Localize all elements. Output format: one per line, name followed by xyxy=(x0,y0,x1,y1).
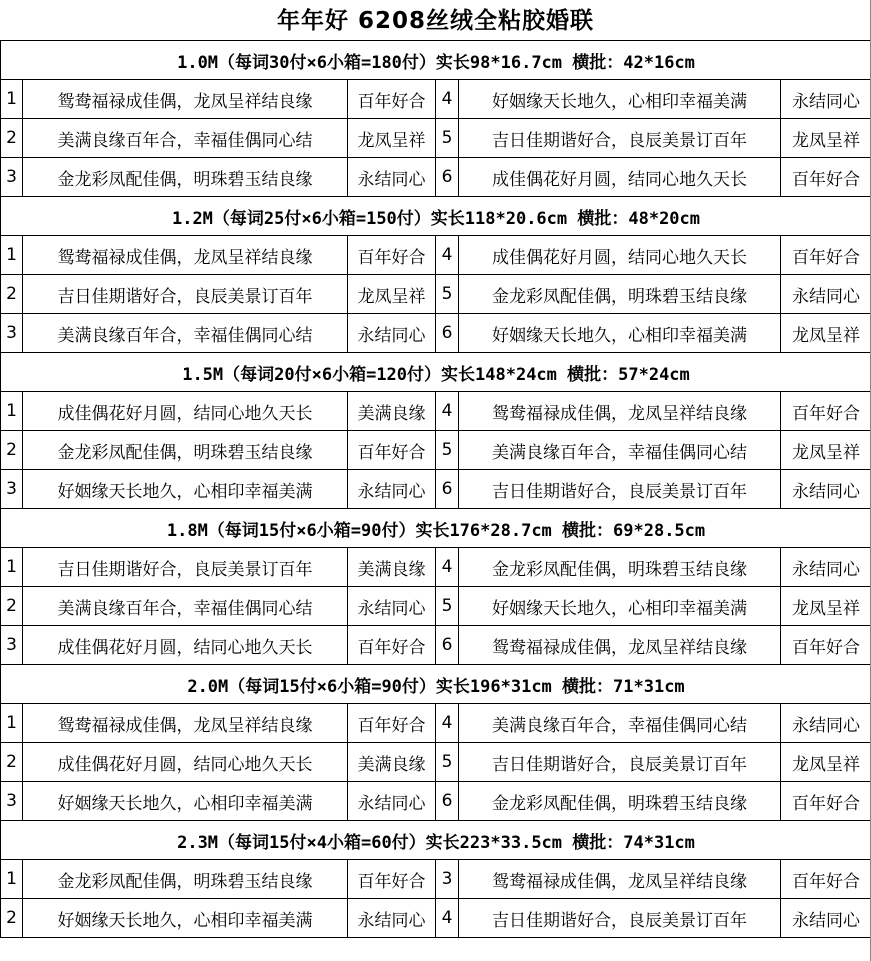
couplet-right: 成佳偶花好月圆，结同心地久天长 xyxy=(459,236,781,275)
table-row xyxy=(1,236,871,275)
section-header-row xyxy=(1,41,871,80)
section-header-row xyxy=(1,509,871,548)
table-row xyxy=(1,158,871,197)
couplet-left: 好姻缘天长地久，心相印幸福美满 xyxy=(23,899,348,938)
couplet-left: 成佳偶花好月圆，结同心地久天长 xyxy=(23,392,348,431)
couplet-left: 吉日佳期谐好合，良辰美景订百年 xyxy=(23,548,348,587)
row-number-right: 5 xyxy=(436,431,459,470)
row-number-left: 2 xyxy=(1,899,23,938)
horizontal-scroll-right: 百年好合 xyxy=(781,158,871,197)
horizontal-scroll-right: 龙凤呈祥 xyxy=(781,743,871,782)
row-number-left: 2 xyxy=(1,587,23,626)
row-number-right: 3 xyxy=(436,860,459,899)
table-row xyxy=(1,587,871,626)
couplet-left: 成佳偶花好月圆，结同心地久天长 xyxy=(23,743,348,782)
couplet-right: 鸳鸯福禄成佳偶，龙凤呈祥结良缘 xyxy=(459,860,781,899)
couplet-right: 金龙彩凤配佳偶，明珠碧玉结良缘 xyxy=(459,782,781,821)
couplet-table-body xyxy=(1,41,871,938)
row-number-right: 4 xyxy=(436,80,459,119)
couplet-right: 美满良缘百年合，幸福佳偶同心结 xyxy=(459,704,781,743)
horizontal-scroll-left: 永结同心 xyxy=(348,587,436,626)
couplet-right: 吉日佳期谐好合，良辰美景订百年 xyxy=(459,119,781,158)
horizontal-scroll-right: 永结同心 xyxy=(781,548,871,587)
couplet-table xyxy=(0,40,871,938)
row-number-right: 6 xyxy=(436,782,459,821)
row-number-left: 3 xyxy=(1,314,23,353)
table-row xyxy=(1,782,871,821)
horizontal-scroll-right: 百年好合 xyxy=(781,860,871,899)
row-number-left: 3 xyxy=(1,782,23,821)
couplet-right: 金龙彩凤配佳偶，明珠碧玉结良缘 xyxy=(459,548,781,587)
horizontal-scroll-left: 百年好合 xyxy=(348,626,436,665)
table-row xyxy=(1,704,871,743)
couplet-left: 好姻缘天长地久，心相印幸福美满 xyxy=(23,470,348,509)
horizontal-scroll-left: 龙凤呈祥 xyxy=(348,275,436,314)
table-row xyxy=(1,314,871,353)
horizontal-scroll-left: 百年好合 xyxy=(348,860,436,899)
row-number-left: 1 xyxy=(1,236,23,275)
horizontal-scroll-right: 百年好合 xyxy=(781,782,871,821)
couplet-left: 鸳鸯福禄成佳偶，龙凤呈祥结良缘 xyxy=(23,704,348,743)
horizontal-scroll-right: 百年好合 xyxy=(781,626,871,665)
row-number-left: 3 xyxy=(1,158,23,197)
horizontal-scroll-left: 永结同心 xyxy=(348,158,436,197)
couplet-left: 鸳鸯福禄成佳偶，龙凤呈祥结良缘 xyxy=(23,80,348,119)
horizontal-scroll-right: 永结同心 xyxy=(781,704,871,743)
horizontal-scroll-left: 美满良缘 xyxy=(348,392,436,431)
couplet-right: 成佳偶花好月圆，结同心地久天长 xyxy=(459,158,781,197)
horizontal-scroll-right: 龙凤呈祥 xyxy=(781,431,871,470)
row-number-right: 6 xyxy=(436,470,459,509)
couplet-right: 金龙彩凤配佳偶，明珠碧玉结良缘 xyxy=(459,275,781,314)
couplet-left: 鸳鸯福禄成佳偶，龙凤呈祥结良缘 xyxy=(23,236,348,275)
horizontal-scroll-left: 永结同心 xyxy=(348,470,436,509)
couplet-left: 金龙彩凤配佳偶，明珠碧玉结良缘 xyxy=(23,431,348,470)
section-header-row xyxy=(1,821,871,860)
row-number-left: 1 xyxy=(1,80,23,119)
couplet-right: 美满良缘百年合，幸福佳偶同心结 xyxy=(459,431,781,470)
row-number-right: 4 xyxy=(436,704,459,743)
horizontal-scroll-right: 龙凤呈祥 xyxy=(781,587,871,626)
table-row xyxy=(1,80,871,119)
row-number-left: 1 xyxy=(1,860,23,899)
section-header: 2.0M（每词15付×6小箱=90付）实长196*31cm 横批：71*31cm xyxy=(1,665,871,704)
couplet-right: 吉日佳期谐好合，良辰美景订百年 xyxy=(459,743,781,782)
couplet-left: 金龙彩凤配佳偶，明珠碧玉结良缘 xyxy=(23,860,348,899)
row-number-left: 2 xyxy=(1,275,23,314)
table-row xyxy=(1,392,871,431)
row-number-right: 6 xyxy=(436,314,459,353)
horizontal-scroll-right: 龙凤呈祥 xyxy=(781,314,871,353)
horizontal-scroll-left: 百年好合 xyxy=(348,80,436,119)
table-row xyxy=(1,860,871,899)
table-row xyxy=(1,119,871,158)
row-number-right: 4 xyxy=(436,548,459,587)
horizontal-scroll-right: 永结同心 xyxy=(781,470,871,509)
couplet-right: 好姻缘天长地久，心相印幸福美满 xyxy=(459,314,781,353)
couplet-left: 成佳偶花好月圆，结同心地久天长 xyxy=(23,626,348,665)
row-number-right: 5 xyxy=(436,275,459,314)
horizontal-scroll-left: 龙凤呈祥 xyxy=(348,119,436,158)
row-number-left: 3 xyxy=(1,470,23,509)
horizontal-scroll-left: 百年好合 xyxy=(348,236,436,275)
row-number-right: 4 xyxy=(436,899,459,938)
horizontal-scroll-left: 永结同心 xyxy=(348,899,436,938)
section-header: 1.2M（每词25付×6小箱=150付）实长118*20.6cm 横批：48*20cm xyxy=(1,197,871,236)
horizontal-scroll-right: 永结同心 xyxy=(781,899,871,938)
row-number-left: 3 xyxy=(1,626,23,665)
section-header: 1.0M（每词30付×6小箱=180付）实长98*16.7cm 横批：42*16cm xyxy=(1,41,871,80)
table-row xyxy=(1,899,871,938)
couplet-left: 吉日佳期谐好合，良辰美景订百年 xyxy=(23,275,348,314)
couplet-right: 鸳鸯福禄成佳偶，龙凤呈祥结良缘 xyxy=(459,626,781,665)
horizontal-scroll-right: 龙凤呈祥 xyxy=(781,119,871,158)
row-number-right: 4 xyxy=(436,392,459,431)
couplet-left: 美满良缘百年合，幸福佳偶同心结 xyxy=(23,314,348,353)
row-number-left: 1 xyxy=(1,392,23,431)
row-number-right: 4 xyxy=(436,236,459,275)
couplet-right: 好姻缘天长地久，心相印幸福美满 xyxy=(459,80,781,119)
row-number-right: 5 xyxy=(436,587,459,626)
horizontal-scroll-right: 百年好合 xyxy=(781,392,871,431)
row-number-left: 2 xyxy=(1,431,23,470)
section-header-row xyxy=(1,197,871,236)
table-row xyxy=(1,431,871,470)
row-number-right: 5 xyxy=(436,119,459,158)
page-title: 年年好 6208丝绒全粘胶婚联 xyxy=(276,8,595,34)
table-row xyxy=(1,470,871,509)
section-header: 2.3M（每词15付×4小箱=60付）实长223*33.5cm 横批：74*31cm xyxy=(1,821,871,860)
horizontal-scroll-left: 永结同心 xyxy=(348,314,436,353)
couplet-left: 好姻缘天长地久，心相印幸福美满 xyxy=(23,782,348,821)
row-number-left: 2 xyxy=(1,119,23,158)
couplet-right: 鸳鸯福禄成佳偶，龙凤呈祥结良缘 xyxy=(459,392,781,431)
horizontal-scroll-left: 百年好合 xyxy=(348,704,436,743)
section-header: 1.8M（每词15付×6小箱=90付）实长176*28.7cm 横批：69*28.5cm xyxy=(1,509,871,548)
horizontal-scroll-left: 美满良缘 xyxy=(348,743,436,782)
section-header-row xyxy=(1,665,871,704)
horizontal-scroll-right: 永结同心 xyxy=(781,275,871,314)
horizontal-scroll-left: 美满良缘 xyxy=(348,548,436,587)
table-row xyxy=(1,743,871,782)
horizontal-scroll-left: 永结同心 xyxy=(348,782,436,821)
horizontal-scroll-left: 百年好合 xyxy=(348,431,436,470)
table-row xyxy=(1,626,871,665)
table-row xyxy=(1,548,871,587)
horizontal-scroll-right: 永结同心 xyxy=(781,80,871,119)
section-header: 1.5M（每词20付×6小箱=120付）实长148*24cm 横批：57*24cm xyxy=(1,353,871,392)
section-header-row xyxy=(1,353,871,392)
couplet-left: 美满良缘百年合，幸福佳偶同心结 xyxy=(23,119,348,158)
couplet-right: 吉日佳期谐好合，良辰美景订百年 xyxy=(459,899,781,938)
row-number-right: 6 xyxy=(436,158,459,197)
horizontal-scroll-right: 百年好合 xyxy=(781,236,871,275)
row-number-left: 1 xyxy=(1,548,23,587)
couplet-right: 吉日佳期谐好合，良辰美景订百年 xyxy=(459,470,781,509)
row-number-right: 6 xyxy=(436,626,459,665)
couplet-right: 好姻缘天长地久，心相印幸福美满 xyxy=(459,587,781,626)
couplet-left: 美满良缘百年合，幸福佳偶同心结 xyxy=(23,587,348,626)
row-number-left: 2 xyxy=(1,743,23,782)
couplet-left: 金龙彩凤配佳偶，明珠碧玉结良缘 xyxy=(23,158,348,197)
table-row xyxy=(1,275,871,314)
row-number-left: 1 xyxy=(1,704,23,743)
row-number-right: 5 xyxy=(436,743,459,782)
